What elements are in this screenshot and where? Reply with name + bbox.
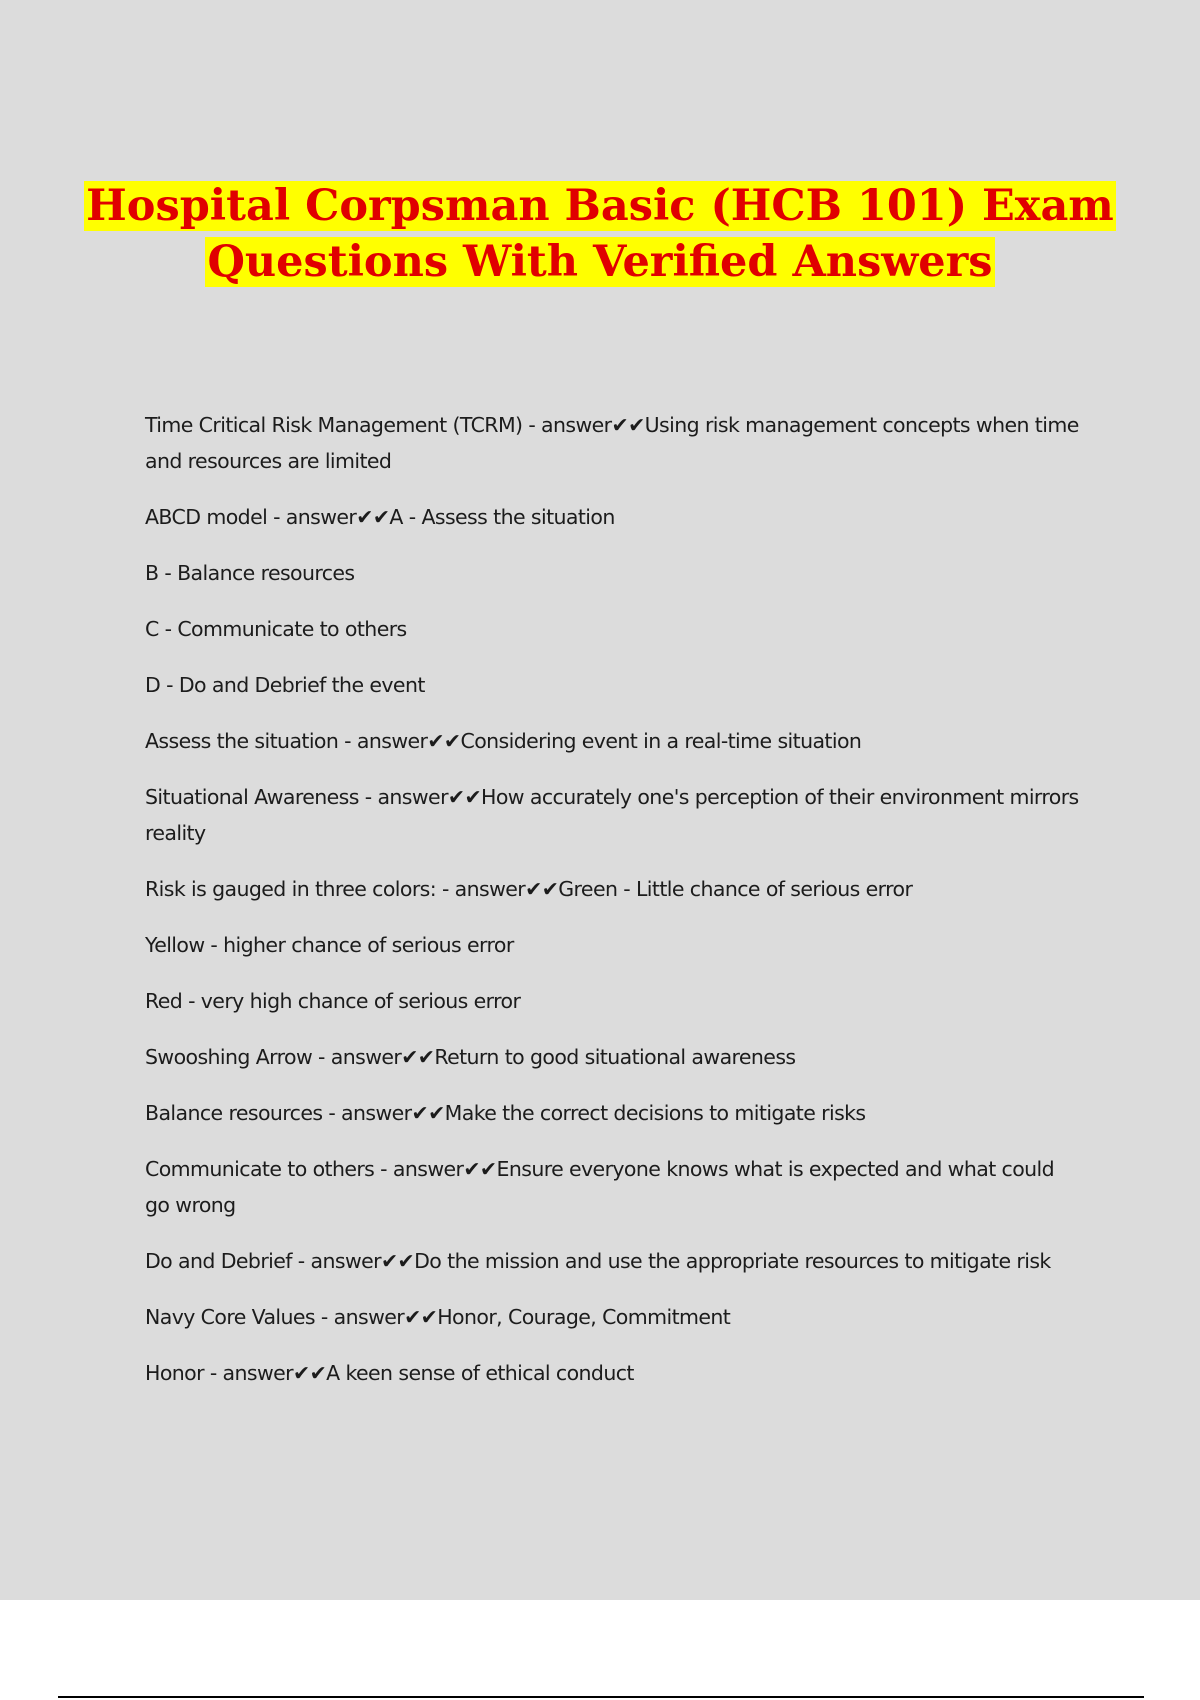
qa-paragraph: B - Balance resources xyxy=(145,561,355,585)
qa-paragraph: Honor - answer✔✔A keen sense of ethical conduct xyxy=(145,1361,634,1385)
qa-paragraph: Risk is gauged in three colors: - answer✔✔Green - Little chance of serious error xyxy=(145,877,913,901)
qa-paragraph: Red - very high chance of serious error xyxy=(145,989,521,1013)
qa-paragraph: Communicate to others - answer✔✔Ensure everyone knows what is expected and what could go wrong xyxy=(145,1157,1055,1217)
title-line-2: Questions With Verified Answers xyxy=(207,237,993,287)
qa-paragraph: Yellow - higher chance of serious error xyxy=(145,933,514,957)
qa-paragraph: Time Critical Risk Management (TCRM) - answer✔✔Using risk management concepts when time and resources are limited xyxy=(145,413,1079,473)
qa-paragraph: Swooshing Arrow - answer✔✔Return to good situational awareness xyxy=(145,1045,796,1069)
qa-paragraph: Balance resources - answer✔✔Make the correct decisions to mitigate risks xyxy=(145,1101,866,1125)
qa-paragraph: C - Communicate to others xyxy=(145,617,407,641)
qa-paragraph: Situational Awareness - answer✔✔How accurately one's perception of their environment mirrors reality xyxy=(145,785,1079,845)
qa-paragraph: ABCD model - answer✔✔A - Assess the situation xyxy=(145,505,615,529)
footer-rule xyxy=(58,1696,1144,1698)
title-line-1: Hospital Corpsman Basic (HCB 101) Exam xyxy=(86,181,1114,231)
qa-paragraph: Assess the situation - answer✔✔Considering event in a real-time situation xyxy=(145,729,862,753)
qa-paragraph: Navy Core Values - answer✔✔Honor, Courage, Commitment xyxy=(145,1305,731,1329)
document-body xyxy=(145,407,1080,1411)
document-title xyxy=(0,178,1200,290)
qa-paragraph: D - Do and Debrief the event xyxy=(145,673,425,697)
qa-paragraph: Do and Debrief - answer✔✔Do the mission and use the appropriate resources to mitigate risk xyxy=(145,1249,1051,1273)
